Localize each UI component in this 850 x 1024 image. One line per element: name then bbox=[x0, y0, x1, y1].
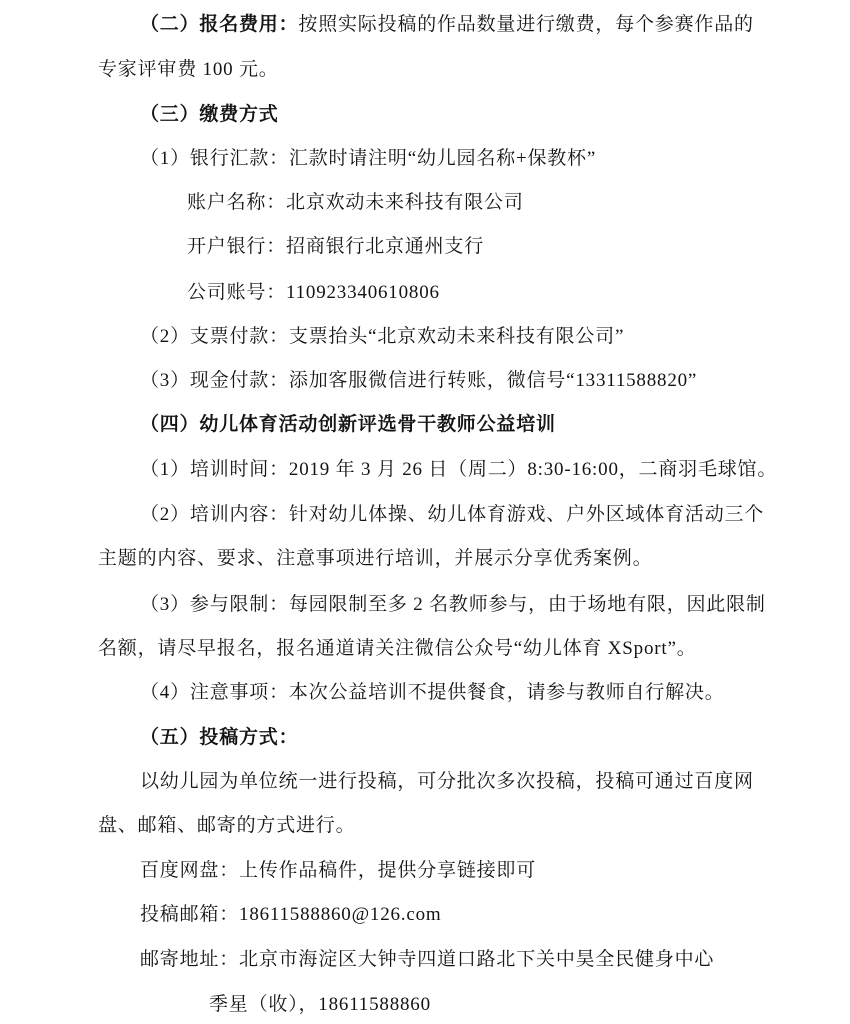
submission-text: 盘、邮箱、邮寄的方式进行。 bbox=[98, 815, 356, 836]
bank-name-label: 开户银行： bbox=[187, 236, 287, 257]
recipient-text: 季星（收），18611588860 bbox=[209, 994, 431, 1015]
training-content-line bbox=[140, 503, 764, 527]
fee-text: 专家评审费 100 元。 bbox=[98, 59, 279, 80]
cash-label: （3）现金付款： bbox=[140, 370, 289, 391]
recipient-line bbox=[209, 993, 431, 1017]
training-content-label: （2）培训内容： bbox=[140, 504, 289, 525]
cheque-text: 支票抬头“北京欢动未来科技有限公司” bbox=[288, 326, 625, 347]
account-number-line bbox=[187, 281, 440, 305]
bank-transfer-line bbox=[140, 147, 596, 171]
account-name-line bbox=[187, 191, 524, 215]
submission-paragraph-line bbox=[140, 770, 754, 794]
submission-text: 以幼儿园为单位统一进行投稿，可分批次多次投稿，投稿可通过百度网 bbox=[140, 771, 754, 792]
cheque-label: （2）支票付款： bbox=[140, 326, 289, 347]
email-address: 18611588860@126.com bbox=[239, 904, 442, 925]
bank-name-value: 招商银行北京通州支行 bbox=[286, 236, 485, 257]
training-limit-text: 每园限制至多 2 名教师参与，由于场地有限，因此限制 bbox=[288, 594, 766, 615]
netdisk-label: 百度网盘： bbox=[140, 860, 240, 881]
account-number-label: 公司账号： bbox=[187, 282, 287, 303]
cash-text: 添加客服微信进行转账，微信号“13311588820” bbox=[288, 370, 698, 391]
training-content-text: 主题的内容、要求、注意事项进行培训，并展示分享优秀案例。 bbox=[98, 548, 653, 569]
training-time-label: （1）培训时间： bbox=[140, 459, 289, 480]
training-content-line bbox=[98, 547, 652, 571]
fee-heading: （二）报名费用： bbox=[140, 14, 299, 35]
cash-line bbox=[140, 369, 697, 393]
submission-heading: （五）投稿方式： bbox=[140, 727, 299, 748]
fee-text: 按照实际投稿的作品数量进行缴费，每个参赛作品的 bbox=[298, 14, 754, 35]
email-line bbox=[140, 903, 441, 927]
training-limit-line bbox=[98, 637, 697, 661]
training-time-line bbox=[140, 458, 777, 482]
account-number-value: 110923340610806 bbox=[286, 282, 440, 303]
submission-paragraph-line bbox=[98, 814, 355, 838]
payment-heading: （三）缴费方式 bbox=[140, 104, 279, 125]
bank-transfer-note: 汇款时请注明“幼儿园名称+保教杯” bbox=[288, 148, 597, 169]
cheque-line bbox=[140, 325, 624, 349]
bank-name-line bbox=[187, 235, 484, 259]
training-limit-line bbox=[140, 593, 766, 617]
fee-paragraph-line bbox=[140, 13, 754, 37]
netdisk-line bbox=[140, 859, 536, 883]
bank-transfer-label: （1）银行汇款： bbox=[140, 148, 289, 169]
training-time-text: 2019 年 3 月 26 日（周二）8:30-16:00，二商羽毛球馆。 bbox=[288, 459, 778, 480]
mail-address-label: 邮寄地址： bbox=[140, 949, 240, 970]
mail-address-value: 北京市海淀区大钟寺四道口路北下关中昊全民健身中心 bbox=[239, 949, 715, 970]
email-label: 投稿邮箱： bbox=[140, 904, 240, 925]
training-limit-text: 名额，请尽早报名，报名通道请关注微信公众号“幼儿体育 XSport”。 bbox=[98, 638, 697, 659]
netdisk-text: 上传作品稿件，提供分享链接即可 bbox=[239, 860, 537, 881]
training-limit-label: （3）参与限制： bbox=[140, 594, 289, 615]
training-notice-line bbox=[140, 681, 725, 705]
training-notice-text: 本次公益培训不提供餐食，请参与教师自行解决。 bbox=[288, 682, 725, 703]
training-content-text: 针对幼儿体操、幼儿体育游戏、户外区域体育活动三个 bbox=[288, 504, 765, 525]
mail-address-line bbox=[140, 948, 714, 972]
training-heading: （四）幼儿体育活动创新评选骨干教师公益培训 bbox=[140, 414, 556, 435]
account-name-label: 账户名称： bbox=[187, 192, 287, 213]
training-notice-label: （4）注意事项： bbox=[140, 682, 289, 703]
fee-paragraph-line bbox=[98, 58, 279, 82]
account-name-value: 北京欢动未来科技有限公司 bbox=[286, 192, 524, 213]
